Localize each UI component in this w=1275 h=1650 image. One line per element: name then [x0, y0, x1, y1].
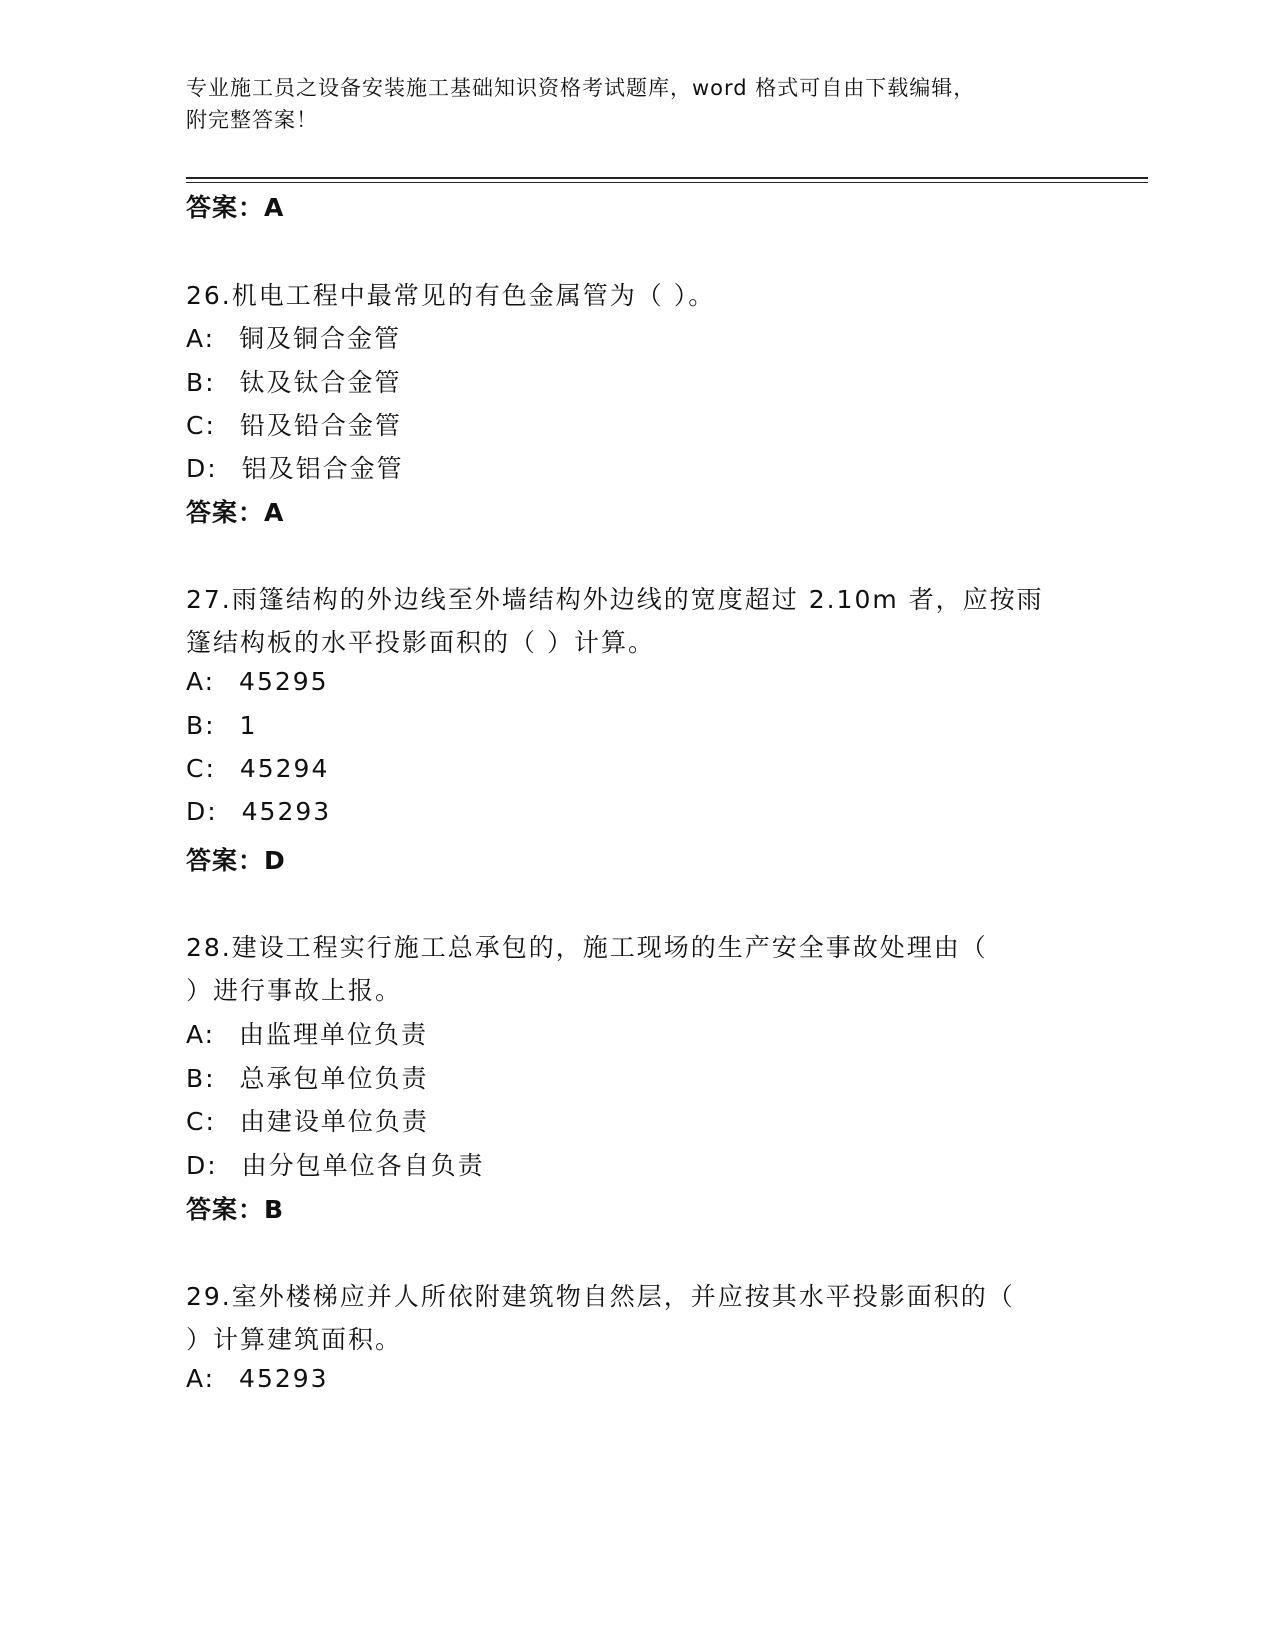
- option-letter: B:: [186, 1064, 216, 1093]
- question-27-stem-line-1: 27.雨篷结构的外边线至外墙结构外边线的宽度超过 2.10m 者，应按雨: [186, 585, 1044, 614]
- question-28-option-a: [186, 1015, 428, 1051]
- question-26-option-a: [186, 319, 401, 355]
- question-29-stem-line-2: ）计算建筑面积。: [186, 1325, 403, 1354]
- question-27-option-d: [186, 797, 331, 826]
- header-divider-thick: [186, 177, 1148, 179]
- page-header: [186, 72, 1066, 136]
- header-divider-thin: [186, 182, 1148, 183]
- option-text: 钛及钛合金管: [239, 368, 402, 397]
- question-27-option-c: [186, 754, 329, 783]
- option-letter: A:: [186, 1364, 216, 1393]
- option-text: 总承包单位负责: [239, 1064, 429, 1093]
- question-26-answer: 答案：A: [186, 498, 285, 527]
- option-text: 铅及铅合金管: [239, 411, 402, 440]
- option-letter: B:: [186, 368, 216, 397]
- option-letter: C:: [186, 411, 216, 440]
- question-26-stem: 26.机电工程中最常见的有色金属管为（ ）。: [186, 281, 716, 310]
- question-26-option-b: [186, 363, 402, 399]
- header-line-1: 专业施工员之设备安装施工基础知识资格考试题库，word 格式可自由下载编辑，: [186, 76, 976, 100]
- question-27-stem-line-2: 篷结构板的水平投影面积的（ ）计算。: [186, 628, 655, 657]
- question-28-stem-line-1: 28.建设工程实行施工总承包的，施工现场的生产安全事故处理由（: [186, 933, 988, 962]
- option-text: 45293: [241, 797, 332, 826]
- option-text: 1: [239, 711, 258, 740]
- option-text: 铝及铝合金管: [241, 454, 404, 483]
- header-line-2: 附完整答案！: [186, 108, 318, 132]
- option-letter: C:: [186, 1107, 216, 1136]
- question-27-option-a: [186, 667, 329, 696]
- option-text: 由监理单位负责: [239, 1020, 429, 1049]
- option-letter: D:: [186, 797, 218, 826]
- previous-answer: 答案：A: [186, 193, 285, 222]
- option-text: 45295: [239, 667, 329, 696]
- option-letter: C:: [186, 754, 216, 783]
- option-letter: D:: [186, 454, 218, 483]
- option-letter: A:: [186, 667, 216, 696]
- question-28-option-c: [186, 1102, 429, 1138]
- question-26-option-c: [186, 406, 402, 442]
- option-text: 由建设单位负责: [239, 1107, 429, 1136]
- question-28-option-b: [186, 1059, 429, 1095]
- question-27-answer: 答案：D: [186, 846, 286, 875]
- question-29-stem-line-1: 29.室外楼梯应并人所依附建筑物自然层，并应按其水平投影面积的（: [186, 1282, 1015, 1311]
- question-28-option-d: [186, 1146, 485, 1182]
- option-text: 铜及铜合金管: [239, 324, 402, 353]
- question-28-stem-line-2: ）进行事故上报。: [186, 976, 403, 1005]
- question-28-answer: 答案：B: [186, 1195, 285, 1224]
- option-text: 45294: [239, 754, 330, 783]
- option-letter: B:: [186, 711, 216, 740]
- option-text: 45293: [239, 1364, 329, 1393]
- question-26-option-d: [186, 449, 404, 485]
- option-text: 由分包单位各自负责: [241, 1151, 485, 1180]
- option-letter: D:: [186, 1151, 218, 1180]
- question-27-option-b: [186, 711, 257, 740]
- option-letter: A:: [186, 324, 216, 353]
- question-29-option-a: [186, 1364, 329, 1393]
- option-letter: A:: [186, 1020, 216, 1049]
